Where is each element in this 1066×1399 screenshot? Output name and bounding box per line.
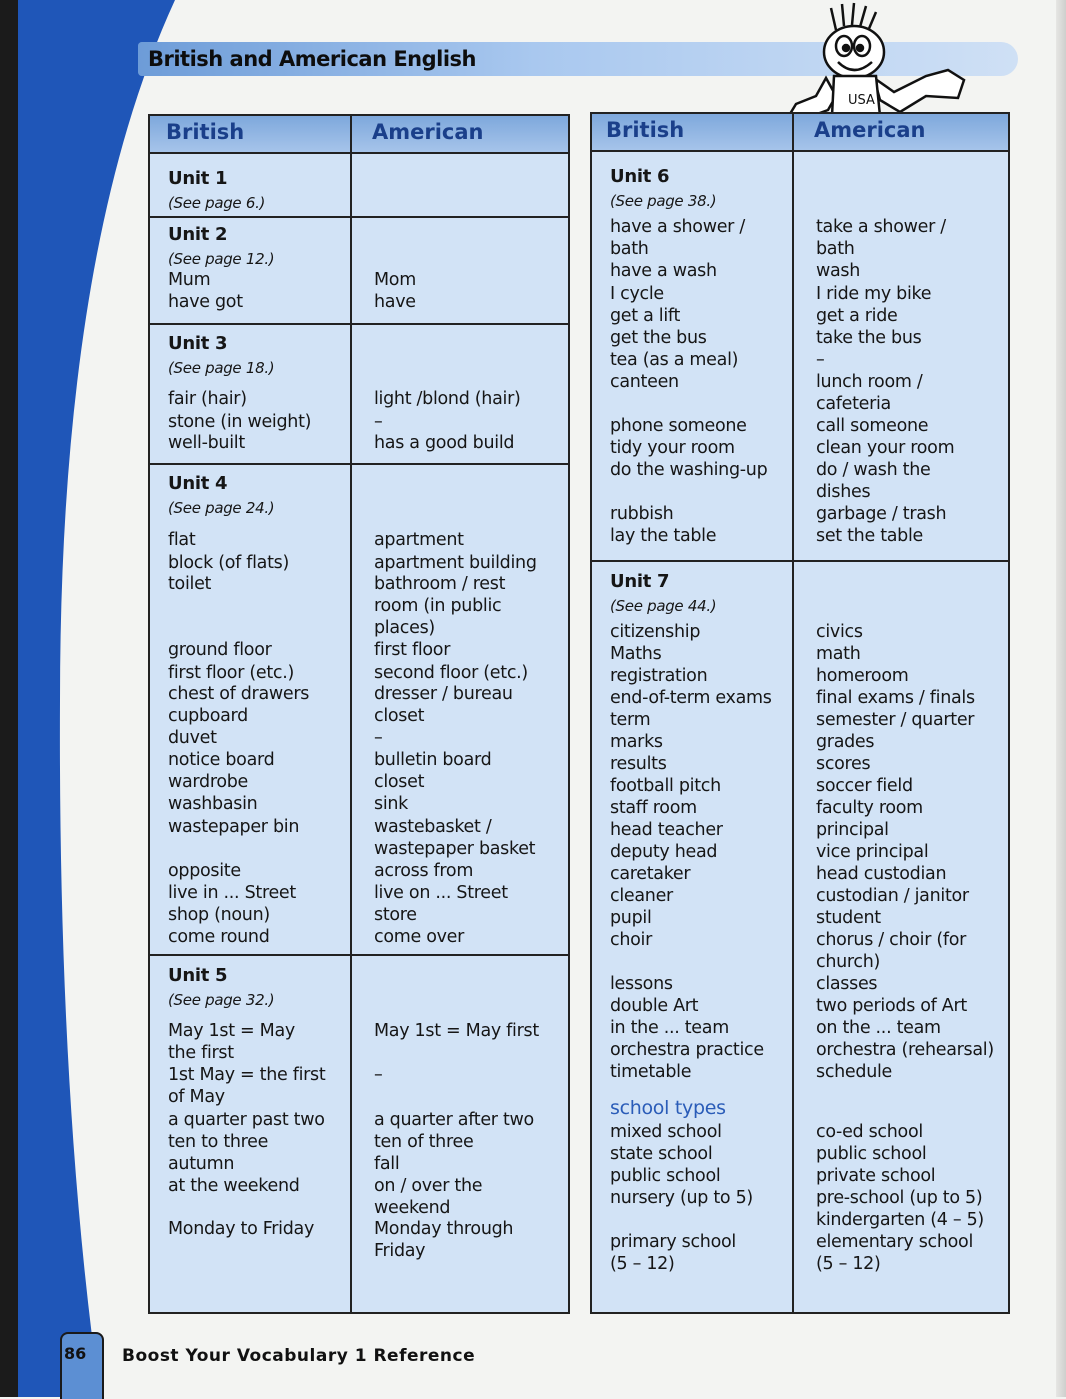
page-reference: (See page 32.) bbox=[168, 991, 275, 1009]
unit-heading: Unit 3 bbox=[168, 333, 228, 354]
vocabulary-term: fall bbox=[374, 1154, 400, 1174]
vocabulary-term: flat bbox=[168, 530, 196, 550]
vocabulary-term: lunch room / bbox=[816, 372, 923, 392]
column-divider bbox=[792, 114, 794, 1312]
vocabulary-term: vice principal bbox=[816, 842, 929, 862]
vocabulary-term: canteen bbox=[610, 372, 679, 392]
vocabulary-term: come over bbox=[374, 927, 465, 947]
vocabulary-term: dishes bbox=[816, 482, 871, 502]
vocabulary-term: has a good build bbox=[374, 433, 515, 453]
vocabulary-term: a quarter after two bbox=[374, 1110, 534, 1130]
vocabulary-term: grades bbox=[816, 732, 875, 752]
mascot-shirt-label: USA bbox=[848, 93, 875, 108]
vocabulary-term: principal bbox=[816, 820, 889, 840]
vocabulary-term: faculty room bbox=[816, 798, 923, 818]
page-edge bbox=[1056, 0, 1066, 1397]
vocabulary-term: staff room bbox=[610, 798, 697, 818]
vocabulary-term: I ride my bike bbox=[816, 284, 932, 304]
vocabulary-term: timetable bbox=[610, 1062, 692, 1082]
vocabulary-term: apartment building bbox=[374, 553, 537, 573]
vocabulary-term: autumn bbox=[168, 1154, 235, 1174]
vocabulary-term: wastepaper bin bbox=[168, 817, 300, 837]
vocabulary-term: Monday through bbox=[374, 1219, 514, 1239]
vocabulary-term: live on ... Street bbox=[374, 883, 508, 903]
vocabulary-term: two periods of Art bbox=[816, 996, 967, 1016]
vocabulary-term: Friday bbox=[374, 1241, 426, 1261]
vocabulary-term: a quarter past two bbox=[168, 1110, 325, 1130]
british-column-header: British bbox=[606, 118, 685, 142]
vocabulary-term: caretaker bbox=[610, 864, 691, 884]
vocabulary-term: nursery (up to 5) bbox=[610, 1188, 753, 1208]
vocabulary-term: toilet bbox=[168, 574, 212, 594]
vocabulary-term: in the ... team bbox=[610, 1018, 729, 1038]
vocabulary-term: choir bbox=[610, 930, 652, 950]
section-divider bbox=[150, 323, 568, 325]
vocabulary-term: May 1st = May bbox=[168, 1021, 295, 1041]
vocabulary-term: results bbox=[610, 754, 667, 774]
unit-heading: Unit 7 bbox=[610, 571, 670, 592]
vocabulary-term: May 1st = May first bbox=[374, 1021, 539, 1041]
vocabulary-term: on the ... team bbox=[816, 1018, 941, 1038]
vocabulary-term: mixed school bbox=[610, 1122, 722, 1142]
vocabulary-term: Mum bbox=[168, 270, 211, 290]
subsection-heading: school types bbox=[610, 1097, 726, 1119]
vocabulary-term: ten to three bbox=[168, 1132, 269, 1152]
vocabulary-term: do / wash the bbox=[816, 460, 931, 480]
vocabulary-term: registration bbox=[610, 666, 708, 686]
vocabulary-term: have bbox=[374, 292, 416, 312]
vocabulary-term: semester / quarter bbox=[816, 710, 975, 730]
vocabulary-term: get a ride bbox=[816, 306, 898, 326]
right-table-header bbox=[592, 114, 1008, 152]
footer-title: Boost Your Vocabulary 1 Reference bbox=[122, 1346, 476, 1366]
vocabulary-term: I cycle bbox=[610, 284, 664, 304]
vocabulary-term: – bbox=[374, 728, 383, 748]
section-divider bbox=[150, 463, 568, 465]
vocabulary-term: final exams / finals bbox=[816, 688, 975, 708]
vocabulary-term: lay the table bbox=[610, 526, 717, 546]
vocabulary-term: double Art bbox=[610, 996, 699, 1016]
vocabulary-term: of May bbox=[168, 1087, 225, 1107]
vocabulary-term: phone someone bbox=[610, 416, 747, 436]
vocabulary-term: opposite bbox=[168, 861, 241, 881]
vocabulary-term: fair (hair) bbox=[168, 389, 247, 409]
vocabulary-term: homeroom bbox=[816, 666, 909, 686]
vocabulary-term: cupboard bbox=[168, 706, 248, 726]
vocabulary-term: Monday to Friday bbox=[168, 1219, 315, 1239]
vocabulary-term: soccer field bbox=[816, 776, 913, 796]
vocabulary-term: state school bbox=[610, 1144, 713, 1164]
vocabulary-term: head teacher bbox=[610, 820, 723, 840]
vocabulary-term: closet bbox=[374, 706, 425, 726]
vocabulary-term: stone (in weight) bbox=[168, 412, 312, 432]
vocabulary-term: apartment bbox=[374, 530, 464, 550]
vocabulary-term: tea (as a meal) bbox=[610, 350, 739, 370]
page-reference: (See page 12.) bbox=[168, 250, 275, 268]
vocabulary-term: have got bbox=[168, 292, 243, 312]
vocabulary-term: closet bbox=[374, 772, 425, 792]
british-column-header: British bbox=[166, 120, 245, 144]
vocabulary-term: get the bus bbox=[610, 328, 707, 348]
vocabulary-term: live in ... Street bbox=[168, 883, 296, 903]
page-number-tab bbox=[60, 1332, 104, 1399]
left-table-header bbox=[150, 116, 568, 154]
vocabulary-term: light /blond (hair) bbox=[374, 389, 521, 409]
vocabulary-term: classes bbox=[816, 974, 878, 994]
vocabulary-term: custodian / janitor bbox=[816, 886, 969, 906]
vocabulary-term: pupil bbox=[610, 908, 652, 928]
vocabulary-term: block (of flats) bbox=[168, 553, 290, 573]
vocabulary-term: at the weekend bbox=[168, 1176, 300, 1196]
vocabulary-term: do the washing-up bbox=[610, 460, 768, 480]
page-reference: (See page 38.) bbox=[610, 192, 717, 210]
vocabulary-term: second floor (etc.) bbox=[374, 663, 528, 683]
vocabulary-term: places) bbox=[374, 618, 435, 638]
page-title: British and American English bbox=[148, 47, 477, 71]
left-vocabulary-table bbox=[148, 114, 570, 1314]
section-divider bbox=[592, 560, 1008, 562]
unit-heading: Unit 1 bbox=[168, 168, 228, 189]
vocabulary-term: have a wash bbox=[610, 261, 717, 281]
vocabulary-term: wastebasket / bbox=[374, 817, 492, 837]
vocabulary-term: marks bbox=[610, 732, 663, 752]
vocabulary-term: first floor (etc.) bbox=[168, 663, 295, 683]
vocabulary-term: lessons bbox=[610, 974, 673, 994]
vocabulary-term: public school bbox=[816, 1144, 927, 1164]
vocabulary-term: head custodian bbox=[816, 864, 947, 884]
vocabulary-term: store bbox=[374, 905, 417, 925]
vocabulary-term: set the table bbox=[816, 526, 924, 546]
vocabulary-term: bulletin board bbox=[374, 750, 492, 770]
vocabulary-term: dresser / bureau bbox=[374, 684, 513, 704]
vocabulary-term: take a shower / bbox=[816, 217, 946, 237]
american-column-header: American bbox=[372, 120, 484, 144]
usa-mascot-illustration bbox=[776, 0, 986, 122]
vocabulary-term: private school bbox=[816, 1166, 936, 1186]
vocabulary-term: tidy your room bbox=[610, 438, 735, 458]
vocabulary-term: kindergarten (4 – 5) bbox=[816, 1210, 984, 1230]
vocabulary-term: football pitch bbox=[610, 776, 721, 796]
unit-heading: Unit 6 bbox=[610, 166, 670, 187]
unit-heading: Unit 5 bbox=[168, 965, 228, 986]
vocabulary-term: sink bbox=[374, 794, 409, 814]
vocabulary-term: civics bbox=[816, 622, 863, 642]
vocabulary-term: ground floor bbox=[168, 640, 272, 660]
vocabulary-term: take the bus bbox=[816, 328, 922, 348]
vocabulary-term: get a lift bbox=[610, 306, 681, 326]
vocabulary-term: chest of drawers bbox=[168, 684, 310, 704]
vocabulary-term: bath bbox=[610, 239, 649, 259]
page-reference: (See page 44.) bbox=[610, 597, 717, 615]
vocabulary-term: have a shower / bbox=[610, 217, 745, 237]
section-divider bbox=[150, 216, 568, 218]
vocabulary-term: well-built bbox=[168, 433, 245, 453]
vocabulary-term: deputy head bbox=[610, 842, 718, 862]
vocabulary-term: first floor bbox=[374, 640, 451, 660]
vocabulary-term: 1st May = the first bbox=[168, 1065, 326, 1085]
unit-heading: Unit 2 bbox=[168, 224, 228, 245]
vocabulary-term: elementary school bbox=[816, 1232, 974, 1252]
vocabulary-term: rubbish bbox=[610, 504, 674, 524]
vocabulary-term: public school bbox=[610, 1166, 721, 1186]
vocabulary-term: Maths bbox=[610, 644, 662, 664]
vocabulary-term: math bbox=[816, 644, 861, 664]
vocabulary-term: wastepaper basket bbox=[374, 839, 536, 859]
page-number: 86 bbox=[64, 1344, 87, 1363]
column-divider bbox=[350, 116, 352, 1312]
vocabulary-term: orchestra (rehearsal) bbox=[816, 1040, 994, 1060]
page-reference: (See page 24.) bbox=[168, 499, 275, 517]
vocabulary-term: Mom bbox=[374, 270, 416, 290]
vocabulary-term: bath bbox=[816, 239, 855, 259]
vocabulary-term: call someone bbox=[816, 416, 929, 436]
vocabulary-term: schedule bbox=[816, 1062, 893, 1082]
vocabulary-term: term bbox=[610, 710, 651, 730]
section-divider bbox=[150, 954, 568, 956]
vocabulary-term: weekend bbox=[374, 1198, 451, 1218]
vocabulary-term: notice board bbox=[168, 750, 275, 770]
vocabulary-term: chorus / choir (for bbox=[816, 930, 967, 950]
vocabulary-term: shop (noun) bbox=[168, 905, 270, 925]
vocabulary-term: pre-school (up to 5) bbox=[816, 1188, 983, 1208]
page-reference: (See page 18.) bbox=[168, 359, 275, 377]
vocabulary-term: citizenship bbox=[610, 622, 701, 642]
vocabulary-term: – bbox=[374, 1065, 383, 1085]
vocabulary-term: – bbox=[374, 412, 383, 432]
vocabulary-term: room (in public bbox=[374, 596, 502, 616]
right-vocabulary-table bbox=[590, 112, 1010, 1314]
vocabulary-term: clean your room bbox=[816, 438, 955, 458]
vocabulary-term: – bbox=[816, 350, 825, 370]
vocabulary-term: cafeteria bbox=[816, 394, 891, 414]
vocabulary-term: (5 – 12) bbox=[610, 1254, 675, 1274]
american-column-header: American bbox=[814, 118, 926, 142]
vocabulary-term: wash bbox=[816, 261, 861, 281]
vocabulary-term: (5 – 12) bbox=[816, 1254, 881, 1274]
vocabulary-term: orchestra practice bbox=[610, 1040, 764, 1060]
vocabulary-term: wardrobe bbox=[168, 772, 249, 792]
vocabulary-term: bathroom / rest bbox=[374, 574, 506, 594]
vocabulary-term: garbage / trash bbox=[816, 504, 947, 524]
vocabulary-term: washbasin bbox=[168, 794, 258, 814]
vocabulary-term: co-ed school bbox=[816, 1122, 923, 1142]
vocabulary-term: scores bbox=[816, 754, 871, 774]
vocabulary-term: primary school bbox=[610, 1232, 736, 1252]
vocabulary-term: end-of-term exams bbox=[610, 688, 772, 708]
vocabulary-term: student bbox=[816, 908, 881, 928]
vocabulary-term: the first bbox=[168, 1043, 234, 1063]
vocabulary-term: church) bbox=[816, 952, 881, 972]
vocabulary-term: cleaner bbox=[610, 886, 673, 906]
vocabulary-term: come round bbox=[168, 927, 270, 947]
vocabulary-term: across from bbox=[374, 861, 474, 881]
page-reference: (See page 6.) bbox=[168, 194, 266, 212]
vocabulary-term: on / over the bbox=[374, 1176, 483, 1196]
vocabulary-term: duvet bbox=[168, 728, 217, 748]
vocabulary-term: ten of three bbox=[374, 1132, 474, 1152]
unit-heading: Unit 4 bbox=[168, 473, 228, 494]
